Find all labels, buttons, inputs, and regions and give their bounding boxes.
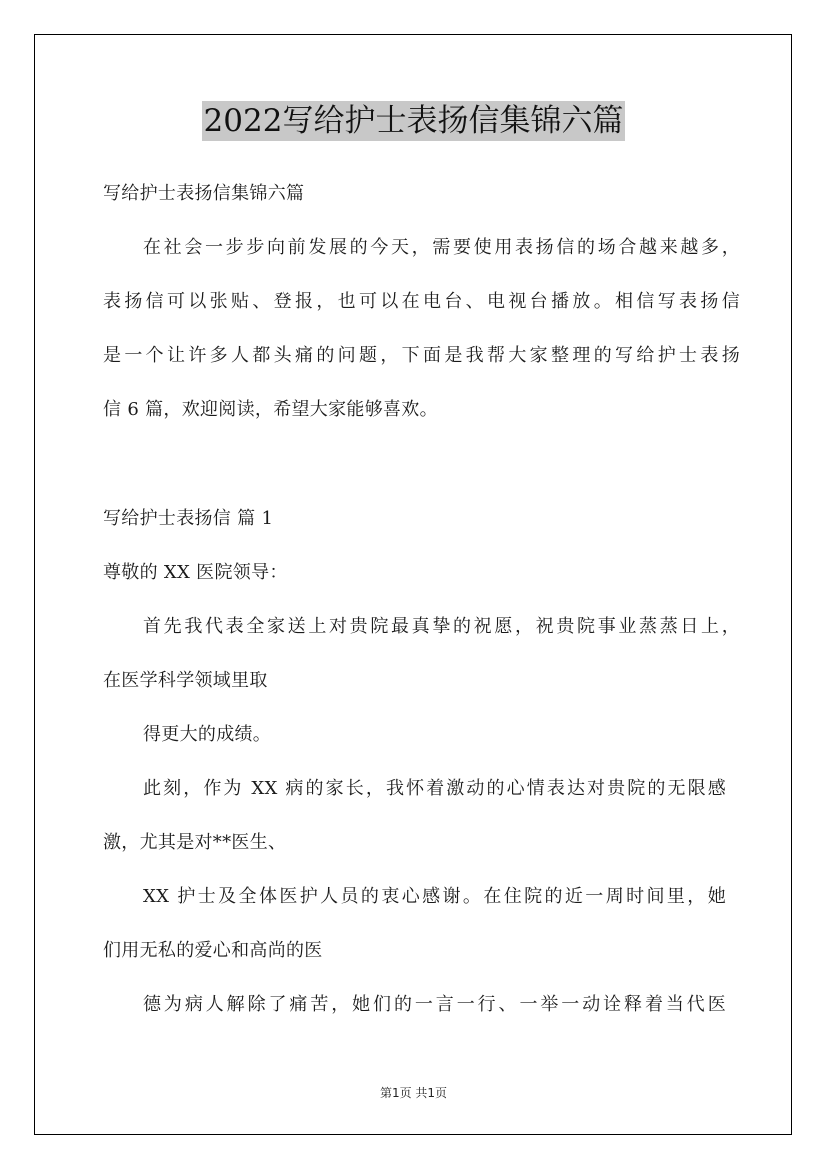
paragraph-line: 在社会一步步向前发展的今天，需要使用表扬信的场合越来越多， (143, 237, 740, 258)
paragraph-line: 德为病人解除了痛苦，她们的一言一行、一举一动诠释着当代医 (143, 994, 726, 1015)
paragraph-line: 信 6 篇，欢迎阅读，希望大家能够喜欢。 (103, 399, 438, 420)
section-heading: 写给护士表扬信 篇 1 (103, 508, 274, 529)
paragraph-line: 此刻，作为 XX 病的家长，我怀着激动的心情表达对贵院的无限感 (143, 778, 726, 799)
document-title: 2022写给护士表扬信集锦六篇 (203, 103, 624, 139)
salutation: 尊敬的 XX 医院领导： (103, 562, 288, 583)
paragraph-line: 首先我代表全家送上对贵院最真挚的祝愿，祝贵院事业蒸蒸日上， (143, 616, 740, 637)
paragraph-line: 们用无私的爱心和高尚的医 (103, 940, 323, 961)
page-footer: 第1页 共1页 (379, 1086, 448, 1100)
paragraph-line: 是一个让许多人都头痛的问题，下面是我帮大家整理的写给护士表扬 (103, 345, 740, 366)
title-container (0, 101, 827, 141)
subtitle-line: 写给护士表扬信集锦六篇 (103, 183, 305, 204)
paragraph-line: XX 护士及全体医护人员的衷心感谢。在住院的近一周时间里，她 (143, 886, 726, 907)
paragraph-line: 得更大的成绩。 (143, 724, 272, 745)
paragraph-line: 表扬信可以张贴、登报，也可以在电台、电视台播放。相信写表扬信 (103, 291, 740, 312)
paragraph-line: 激，尤其是对**医生、 (103, 832, 287, 853)
paragraph-line: 在医学科学领域里取 (103, 670, 268, 691)
